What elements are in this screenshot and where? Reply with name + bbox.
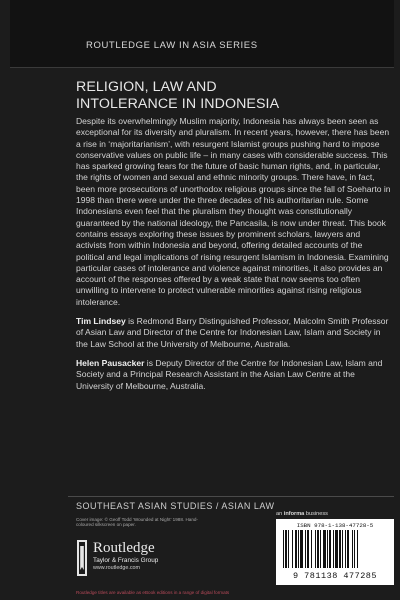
book-description bbox=[76, 116, 392, 400]
publisher-name: Routledge bbox=[93, 540, 155, 556]
publisher-group: Taylor & Francis Group bbox=[93, 557, 159, 564]
divider bbox=[68, 496, 394, 497]
isbn-number: ISBN 978-1-138-47728-5 bbox=[296, 522, 374, 529]
book-title-line-1: RELIGION, LAW AND bbox=[76, 79, 217, 95]
informa-suffix: business bbox=[304, 511, 328, 517]
informa-business-tag bbox=[276, 511, 328, 517]
author-bio-text-1: is Redmond Barry Distinguished Professor, Malcolm Smith Professor of Asian Law and Director of the Centre for Indonesian Law, Islam and Society in the Law School at the University of Melbourne, Australia. bbox=[76, 316, 389, 349]
barcode-digits: 9 781138 477285 bbox=[292, 571, 377, 581]
routledge-logo-icon bbox=[76, 540, 88, 576]
book-title-line-2: INTOLERANCE IN INDONESIA bbox=[76, 96, 280, 112]
author-bio-1 bbox=[76, 316, 392, 350]
author-name-2: Helen Pausacker bbox=[76, 357, 145, 368]
informa-name: informa bbox=[283, 511, 305, 517]
barcode-icon bbox=[281, 530, 389, 568]
book-title bbox=[76, 79, 386, 113]
barcode-panel bbox=[276, 519, 394, 585]
author-name-1: Tim Lindsey bbox=[76, 316, 126, 327]
publisher-url: www.routledge.com bbox=[93, 565, 141, 571]
informa-prefix: an bbox=[276, 511, 284, 517]
series-banner bbox=[10, 0, 394, 68]
author-bio-2 bbox=[76, 358, 392, 392]
blurb-paragraph: Despite its overwhelmingly Muslim majority, Indonesia has always been seen as exceptional for its diversity and pluralism. In recent years, however, there has been a rise in ‘majoritarianism’, with resurgent Islamist groups pushing hard to impose conservative values on public life – in many cases with considerable success. This has sparked growing fears for the future of basic human rights, and, in particular, the rights of women and sexual and ethnic minority groups. There have, in fact, been more prosecutions of unorthodox religious groups since the fall of Soeharto in 1998 than there were under the three decades of his authoritarian rule. Some Indonesians even feel that the pluralism they thought was constitutionally guaranteed by the national ideology, the Pancasila, is now under threat. This book contains essays exploring these issues by prominent scholars, lawyers and activists from within Indonesia and beyond, offering detailed accounts of the political and legal implications of rising resurgent Islamism in Indonesia. Examining particular cases of intolerance and violence against minorities, it also provides an account of the responses offered by a weak state that now seems too often unwilling to intervene to protect vulnerable minorities against rising religious intolerance. bbox=[76, 116, 391, 307]
publisher-logo bbox=[93, 541, 158, 572]
ebook-availability-note: Routledge titles are available as eBook editions in a range of digital formats bbox=[76, 590, 230, 595]
series-name: ROUTLEDGE LAW IN ASIA SERIES bbox=[86, 40, 258, 51]
author-bio-text-2: is Deputy Director of the Centre for Indonesian Law, Islam and Society and a Principal Research Assistant in the Asian Law Centre at the University of Melbourne, Australia. bbox=[76, 357, 383, 391]
cover-image-credit: Cover image: © Geoff Todd ‘Wounded at Night’ 1988. Hand-coloured silkscreen on paper. bbox=[76, 517, 198, 528]
subject-category: SOUTHEAST ASIAN STUDIES / ASIAN LAW bbox=[76, 501, 275, 511]
